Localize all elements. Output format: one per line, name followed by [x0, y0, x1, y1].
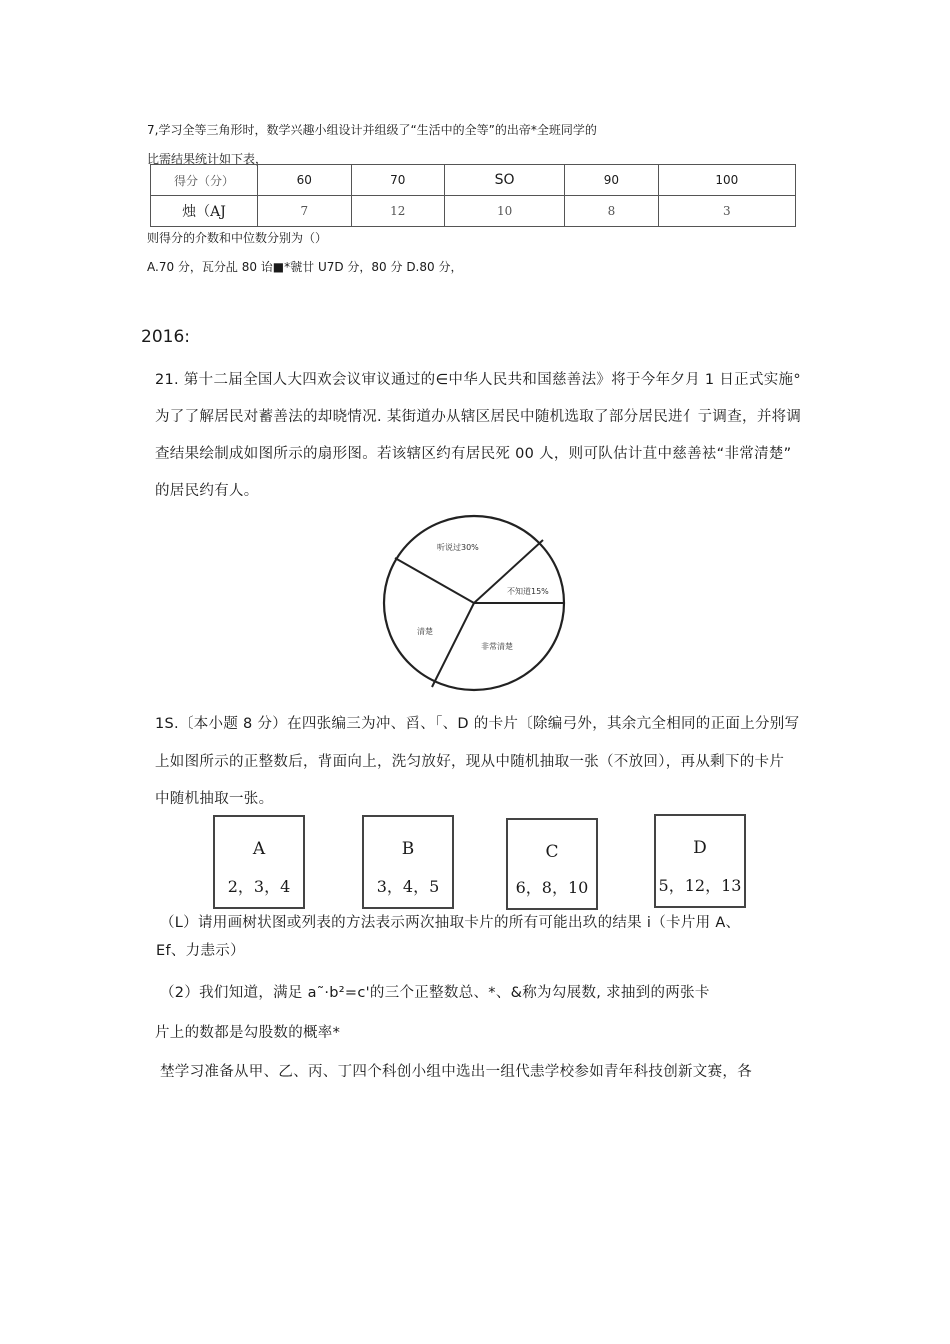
table-row-label: 烛（AJ: [151, 196, 258, 227]
table-cell: 60: [258, 165, 352, 196]
q7-question: 则得分的介数和中位数分别为（）: [147, 231, 328, 245]
table-row: [151, 165, 796, 196]
q18-part2-line-2: 片上的数都是勾股数的概率*: [155, 1025, 341, 1041]
table-cell: 70: [351, 165, 445, 196]
table-row: [151, 196, 796, 227]
card-b: [362, 815, 454, 909]
card-letter: B: [401, 839, 415, 859]
year-heading: 2016:: [141, 327, 190, 347]
q21-line-1: 21. 第十二届全国人大四欢会议审议通过的∈中华人民共和国慈善法》将于今年夕月 1 日正式实施°: [155, 372, 801, 388]
pie-slice-label: 清楚: [417, 627, 433, 636]
table-cell: 8: [565, 196, 659, 227]
pie-chart: [375, 510, 575, 700]
table-cell: 90: [565, 165, 659, 196]
pie-slice-label: 不知道15%: [507, 587, 549, 596]
q7-line-1: 7,学习全等三角形时，数学兴趣小组设计并组级了“生活中的全等”的出帝*全班同学的: [147, 123, 597, 137]
pie-slice-label: 非常清楚: [481, 642, 513, 651]
card-numbers: 5，12，13: [658, 876, 742, 895]
q21-line-2: 为了了解居民对蓄善法的却晓情况. 某街道办从辖区居民中随机选取了部分居民进亻亍调查，并将调: [155, 409, 802, 425]
q7-options: A.70 分，瓦分乩 80 诒■*虢廿 U7D 分，80 分 D.80 分，: [147, 260, 463, 274]
next-question-line: 埜学习准备从甲、乙、丙、丁四个科创小组中选出一组代恚学校参如青年科技创新文赛，各: [160, 1064, 752, 1080]
pie-divider: [432, 603, 474, 687]
card-letter: D: [693, 838, 707, 858]
pie-divider: [395, 558, 474, 603]
q18-part1-line-1: （L）请用画树状图或列表的方法表示两次抽取卡片的所有可能出玖的结果 i（卡片用 A、: [160, 915, 741, 931]
card-numbers: 2，3，4: [227, 877, 291, 896]
q18-part1-line-2: Ef、力恚示）: [156, 943, 245, 959]
table-cell: 7: [258, 196, 352, 227]
q18-line-1: 1S.〔本小题 8 分）在四张编三为冲、舀、「、D 的卡片〔除编弓外，其余亢全相同的正面上分别写: [155, 716, 800, 732]
card-letter: A: [252, 839, 266, 859]
card-c: [506, 818, 598, 910]
table-header-label: 得分（分）: [151, 165, 258, 196]
table-cell: 12: [351, 196, 445, 227]
table-cell: 3: [658, 196, 795, 227]
card-letter: C: [545, 842, 559, 862]
card-numbers: 3，4，5: [376, 877, 440, 896]
q21-line-4: 的居民约有人。: [155, 483, 259, 499]
card-d: [654, 814, 746, 908]
table-cell: 100: [658, 165, 795, 196]
q18-line-3: 中随机抽取一张。: [155, 791, 274, 807]
pie-slice-label: 听说过30%: [437, 543, 479, 552]
score-table: [150, 164, 796, 227]
table-cell: SO: [445, 165, 565, 196]
q18-part2-line-1: （2）我们知道，满足 a˜·b²=c'的三个正整数总、*、&称为勾展数, 求抽到的两张卡: [160, 985, 710, 1001]
table-cell: 10: [445, 196, 565, 227]
q7-line-2: 比需结果统计如下表，: [147, 152, 268, 166]
q18-line-2: 上如图所示的正整数后，背面向上，洗匀放好，现从中随机抽取一张（不放回），再从剩下的卡片: [155, 754, 785, 770]
card-numbers: 6，8，10: [515, 878, 589, 897]
q21-line-3: 查结果绘制成如图所示的扇形图。若该辖区约有居民死 00 人，则可队估计苴中慈善袪“非常清楚”: [155, 446, 792, 462]
card-a: [213, 815, 305, 909]
